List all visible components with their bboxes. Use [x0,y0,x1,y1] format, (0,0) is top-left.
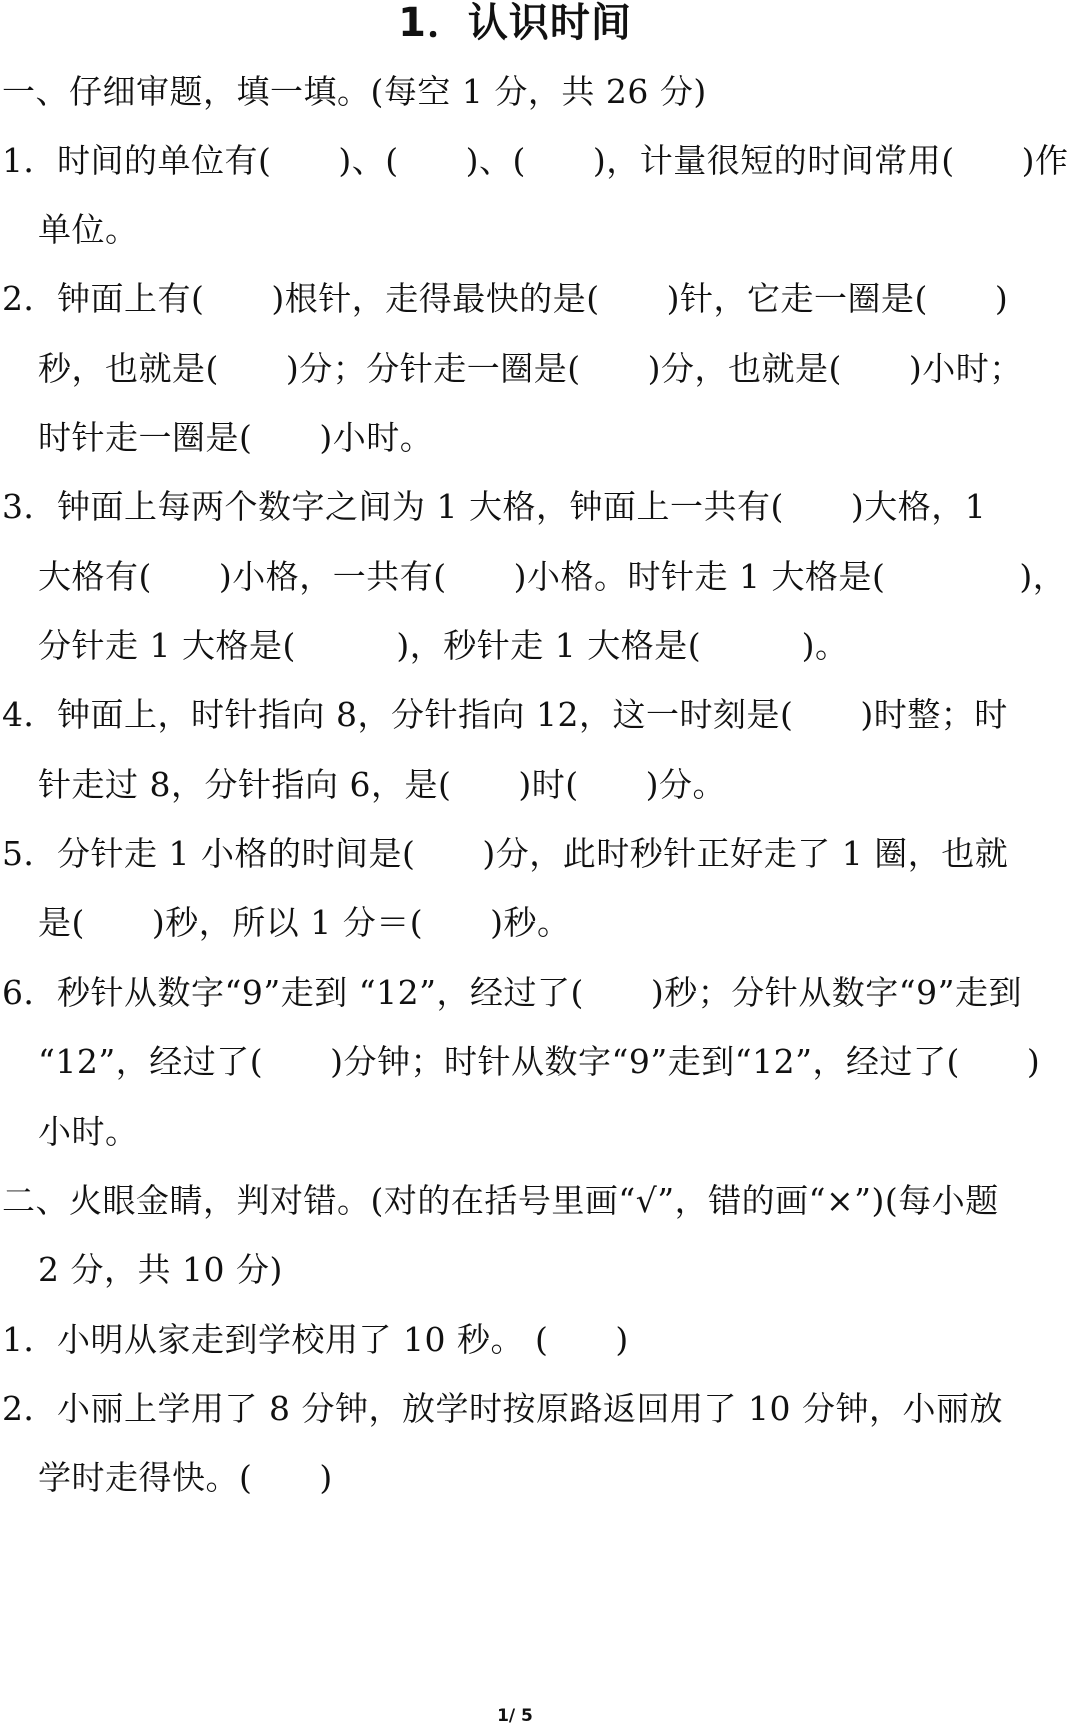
question-2-2-line-2: 学时走得快。( ) [38,1458,333,1497]
section-2-heading-line-2: 2 分，共 10 分) [38,1250,283,1289]
question-1-4-line-1: 4．钟面上，时针指向 8，分针指向 12，这一时刻是( )时整；时 [2,695,1008,734]
question-1-2-line-1: 2．钟面上有( )根针，走得最快的是( )针，它走一圈是( ) [2,279,1009,318]
question-1-6-line-1: 6．秒针从数字“9”走到 “12”，经过了( )秒；分针从数字“9”走到 [2,973,1022,1012]
section-2-heading-line-1: 二、火眼金睛，判对错。(对的在括号里画“√”，错的画“×”)(每小题 [2,1181,999,1220]
question-1-5-line-2: 是( )秒，所以 1 分＝( )秒。 [38,903,571,942]
question-1-1-line-1: 1．时间的单位有( )、( )、( )，计量很短的时间常用( )作 [2,141,1069,180]
question-1-6-line-3: 小时。 [38,1112,139,1151]
question-1-3-line-1: 3．钟面上每两个数字之间为 1 大格，钟面上一共有( )大格，1 [2,487,987,526]
question-1-2-line-3: 时针走一圈是( )小时。 [38,418,434,457]
question-2-1-line-1: 1．小明从家走到学校用了 10 秒。 ( ) [2,1320,629,1359]
question-1-5-line-1: 5．分针走 1 小格的时间是( )分，此时秒针正好走了 1 圈，也就 [2,834,1009,873]
question-2-2-line-1: 2．小丽上学用了 8 分钟，放学时按原路返回用了 10 分钟，小丽放 [2,1389,1003,1428]
section-1-heading: 一、仔细审题，填一填。(每空 1 分，共 26 分) [2,72,707,111]
question-1-2-line-2: 秒，也就是( )分；分针走一圈是( )分，也就是( )小时； [38,349,1023,388]
question-1-3-line-2: 大格有( )小格，一共有( )小格。时针走 1 大格是( )， [38,557,1067,596]
worksheet-title: 1．认识时间 [398,0,632,46]
question-1-3-line-3: 分针走 1 大格是( )，秒针走 1 大格是( )。 [38,626,849,665]
question-1-6-line-2: “12”，经过了( )分钟；时针从数字“9”走到“12”，经过了( ) [38,1042,1041,1081]
question-1-1-line-2: 单位。 [38,210,139,249]
page-number: 1/ 5 [497,1706,533,1726]
question-1-4-line-2: 针走过 8，分针指向 6，是( )时( )分。 [38,765,726,804]
